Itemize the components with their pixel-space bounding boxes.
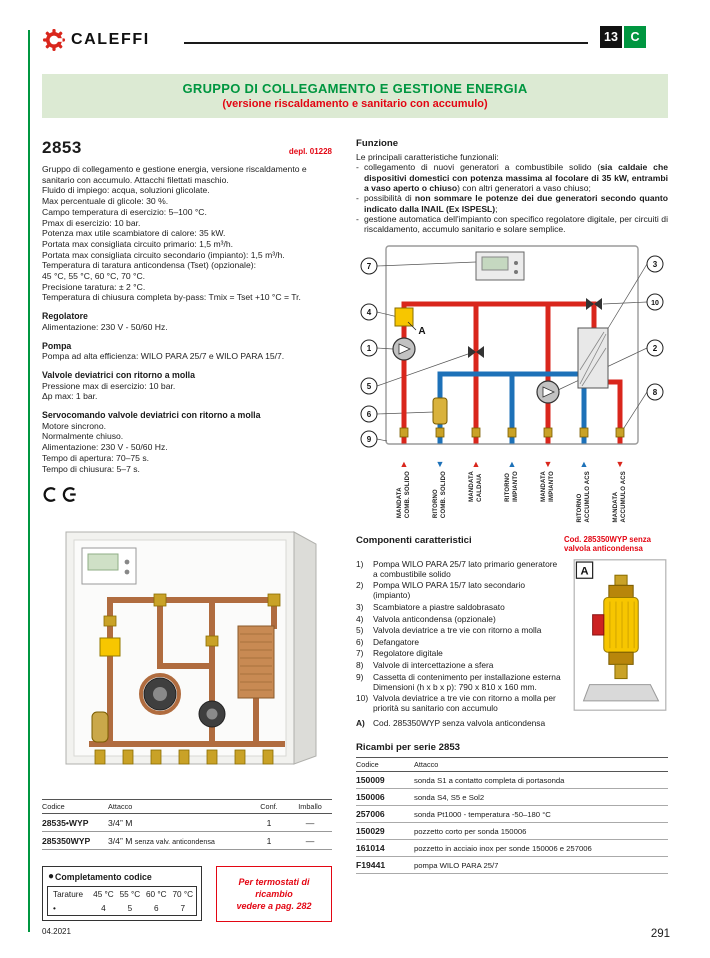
componenti-item: 7) Regolatore digitale xyxy=(356,648,443,659)
bullet-dash: - xyxy=(356,213,359,224)
completamento-codice-box xyxy=(42,866,202,921)
order-table xyxy=(42,799,332,850)
brand-name: CALEFFI xyxy=(71,31,150,48)
componenti-item: 6) Defangatore xyxy=(356,636,420,647)
page-subtitle: (versione riscaldamento e sanitario con accumulo) xyxy=(222,98,488,110)
ricambi-row: 257006 sonda Pt1000 - temperatura -50–180 °C xyxy=(356,806,668,823)
spec-line: Alimentazione: 230 V - 50/60 Hz. xyxy=(42,442,168,453)
order-col-attacco: Attacco xyxy=(108,800,250,814)
ricambi-row: 150029 pozzetto corto per sonda 150006 xyxy=(356,823,668,840)
svg-text:2: 2 xyxy=(652,344,658,354)
footer-date: 04.2021 xyxy=(42,927,71,936)
anticondensation-valve xyxy=(100,638,120,656)
section-title: Regolatore xyxy=(42,311,88,322)
spec-line: 45 °C, 55 °C, 60 °C, 70 °C. xyxy=(42,271,146,282)
flow-arrow-icon: ▲ xyxy=(507,459,517,470)
section-valvole xyxy=(42,370,332,402)
svg-text:8: 8 xyxy=(652,388,658,398)
spec-line: Pmax di esercizio: 10 bar. xyxy=(42,217,141,228)
spec-line: Δp max: 1 bar. xyxy=(42,391,98,402)
svg-text:4: 4 xyxy=(366,308,372,318)
flow-arrow-icon: ▼ xyxy=(543,459,553,470)
order-col-codice: Codice xyxy=(42,800,108,814)
caleffi-gear-icon xyxy=(42,28,66,52)
ricambi-col-codice: Codice xyxy=(356,758,414,772)
order-attacco: 3/4” M xyxy=(108,817,133,828)
order-conf: 1 xyxy=(250,814,288,832)
order-code: 285350WYP xyxy=(42,832,108,850)
section-regolatore xyxy=(42,311,332,332)
port: ▲ MANDATA COMB. SOLIDO xyxy=(397,459,411,519)
ricambi-row: 161014 pozzetto in acciaio inox per sonde 150006 e 257006 xyxy=(356,840,668,857)
spec-line: Portata max consigliata circuito primario: 1,5 m³/h. xyxy=(42,238,234,249)
svg-text:9: 9 xyxy=(366,435,372,445)
spec-line: Potenza max utile scambiatore di calore: 35 kW. xyxy=(42,228,226,239)
right-column xyxy=(356,138,668,874)
bullet-icon: ● xyxy=(48,871,55,883)
digit-row: • 4 5 6 7 xyxy=(53,903,186,913)
spec-line: Campo temperatura di esercizio: 5–100 °C. xyxy=(42,206,207,217)
componenti-item-a: A) Cod. 285350WYP senza valvola anticondensa xyxy=(356,718,546,729)
left-column xyxy=(42,138,332,922)
componenti-title: Componenti caratteristici xyxy=(356,535,472,546)
thermostat-note-line: Per termostati di ricambio xyxy=(238,877,310,900)
valve-a-marker: A xyxy=(418,326,426,338)
technical-specs xyxy=(42,185,332,303)
order-code: 28535•WYP xyxy=(42,814,108,832)
order-conf: 1 xyxy=(250,832,288,850)
valve-body xyxy=(604,597,638,652)
componenti-item: 10) Valvola deviatrice a tre vie con ritorno a molla per priorità su sanitario con accumulo xyxy=(356,693,556,714)
port: ▼ MANDATA ACCUMULO ACS xyxy=(613,459,627,523)
flow-arrow-icon: ▼ xyxy=(435,459,445,470)
svg-text:1: 1 xyxy=(366,344,372,354)
ricambi-row: 150006 sonda S4, S5 e Sol2 xyxy=(356,789,668,806)
depl-reference: depl. 01228 xyxy=(288,147,332,156)
port: ▲ RITORNO ACCUMULO ACS xyxy=(577,459,591,523)
caleffi-logo xyxy=(42,28,150,52)
valve-a-label: A xyxy=(580,565,589,578)
order-row xyxy=(42,832,332,850)
spec-line: Motore sincrono. xyxy=(42,420,107,431)
series-number: 2853 xyxy=(42,138,82,157)
componenti-list xyxy=(356,559,562,730)
valve-a-figure xyxy=(572,559,668,730)
bullet-dash: - xyxy=(356,162,359,173)
spec-line: Temperatura di chiusura completa by-pass: Tmix = Tset +10 °C = Tr. xyxy=(42,292,301,303)
svg-text:5: 5 xyxy=(366,382,372,392)
componenti-item: 8) Valvole di intercettazione a sfera xyxy=(356,659,494,670)
spec-line: Tempo di apertura: 70–75 s. xyxy=(42,452,150,463)
funzione-title: Funzione xyxy=(356,138,399,149)
flow-arrow-icon: ▲ xyxy=(399,459,409,470)
ricambi-col-attacco: Attacco xyxy=(414,758,668,772)
ricambi-title: Ricambi per serie 2853 xyxy=(356,742,460,753)
completamento-title: ● Completamento codice xyxy=(48,871,152,883)
chapter-badges xyxy=(600,26,646,48)
spec-line: Temperatura di taratura anticondensa (Tset) (opzionale): xyxy=(42,260,256,271)
svg-text:3: 3 xyxy=(652,260,658,270)
heat-exchanger xyxy=(238,626,274,698)
spec-line: Max percentuale di glicole: 30 %. xyxy=(42,196,169,207)
spec-line: Normalmente chiuso. xyxy=(42,431,124,442)
thermostat-note-line: vedere a pag. 282 xyxy=(236,901,312,912)
section-title: Valvole deviatrici con ritorno a molla xyxy=(42,369,196,380)
componenti-item: 5) Valvola deviatrice a tre vie con ritorno a molla xyxy=(356,625,542,636)
ce-mark-icon xyxy=(42,486,332,508)
ricambi-row: 150009 sonda S1 a contatto completa di portasonda xyxy=(356,772,668,789)
tarature-row: Tarature 45 °C 55 °C 60 °C 70 °C xyxy=(53,889,194,899)
section-title: Pompa xyxy=(42,340,72,351)
hydraulic-schematic xyxy=(356,242,668,523)
bottom-boxes xyxy=(42,866,332,922)
order-imballo: — xyxy=(288,814,332,832)
order-col-conf: Conf. xyxy=(250,800,288,814)
spec-line: Fluido di impiego: acqua, soluzioni glicolate. xyxy=(42,185,210,196)
flow-arrow-icon: ▼ xyxy=(615,459,625,470)
componenti-item: 4) Valvola anticondensa (opzionale) xyxy=(356,613,496,624)
product-photo xyxy=(42,516,332,789)
spec-line: Pressione max di esercizio: 10 bar. xyxy=(42,380,176,391)
port: ▲ RITORNO IMPIANTO xyxy=(505,459,519,503)
bullet-dash: - xyxy=(356,193,359,204)
green-left-rule xyxy=(28,30,30,932)
chapter-letter-badge: C xyxy=(624,26,646,48)
componenti-item: 2) Pompa WILO PARA 15/7 lato secondario (impianto) xyxy=(356,580,526,601)
flow-arrow-icon: ▲ xyxy=(471,459,481,470)
dirt-separator xyxy=(92,712,108,742)
section-title: Servocomando valvole deviatrici con ritorno a molla xyxy=(42,410,261,421)
funzione-lead: Le principali caratteristiche funzionali: xyxy=(356,152,499,162)
svg-text:7: 7 xyxy=(366,262,372,272)
product-intro: Gruppo di collegamento e gestione energia, versione riscaldamento e sanitario con accumulo. Attacchi filettati maschio. xyxy=(42,164,307,185)
page-title: GRUPPO DI COLLEGAMENTO E GESTIONE ENERGIA xyxy=(182,81,528,96)
order-col-imballo: Imballo xyxy=(288,800,332,814)
funzione-bullet: - gestione automatica dell'impianto con specifico regolatore digitale, per circuiti di riscaldamento, accumulo sanitario e solare semplice. xyxy=(356,213,668,235)
spec-line: Precisione taratura: ± 2 °C. xyxy=(42,281,146,292)
cod-note: Cod. 285350WYP senza valvola anticondensa xyxy=(564,535,651,554)
order-attacco: 3/4” M xyxy=(108,835,133,846)
funzione-bullet: - collegamento di nuovi generatori a combustibile solido (sia caldaie che dispositivi domestici con potenza massima al focolare di 35 kW, entrambi a vaso aperto o chiuso) con altri generatori a vaso chiuso; xyxy=(356,162,668,193)
port: ▼ RITORNO COMB. SOLIDO xyxy=(433,459,447,519)
chapter-number-badge: 13 xyxy=(600,26,622,48)
componenti-item: 1) Pompa WILO PARA 25/7 lato primario generatore a combustibile solido xyxy=(356,558,558,579)
componenti-body xyxy=(356,559,668,730)
ricambi-header-row xyxy=(356,758,668,772)
series-row xyxy=(42,138,332,158)
section-pompa xyxy=(42,341,332,362)
funzione-bullet: - possibilità di non sommare le potenze dei due generatori secondo quanto indicato dalla INAIL (Ex ISPESL); xyxy=(356,193,669,214)
spec-line: Alimentazione: 230 V - 50/60 Hz. xyxy=(42,321,168,332)
flow-arrow-icon: ▲ xyxy=(579,459,589,470)
ricambi-table xyxy=(356,757,668,874)
section-servocomando xyxy=(42,410,332,474)
title-banner xyxy=(42,74,668,118)
dirt-separator xyxy=(433,398,447,424)
page-header xyxy=(42,26,668,54)
componenti-item: 3) Scambiatore a piastre saldobrasato xyxy=(356,601,505,612)
ricambi-row: F19441 pompa WILO PARA 25/7 xyxy=(356,857,668,874)
svg-text:10: 10 xyxy=(651,300,659,308)
componenti-item: 9) Cassetta di contenimento per installazione esterna Dimensioni (h x b x p): 790 x 810 x 160 mm. xyxy=(356,671,561,692)
footer-page-number: 291 xyxy=(650,928,670,940)
spec-line: Pompa ad alta efficienza: WILO PARA 25/7 e WILO PARA 15/7. xyxy=(42,351,285,362)
anticondensation-valve xyxy=(395,308,413,326)
order-row xyxy=(42,814,332,832)
thermostat-note-box xyxy=(216,866,332,922)
connection-ports xyxy=(386,459,638,523)
componenti-header xyxy=(356,535,668,554)
spec-line: Portata max consigliata circuito secondario (impianto): 1,5 m³/h. xyxy=(42,249,285,260)
spec-line: Tempo di chiusura: 5–7 s. xyxy=(42,463,140,474)
port: ▲ MANDATA CALDAIA xyxy=(469,459,483,503)
port: ▼ MANDATA IMPIANTO xyxy=(541,459,555,503)
svg-text:6: 6 xyxy=(366,410,372,420)
order-note: senza valv. anticondensa xyxy=(134,836,215,846)
order-header-row xyxy=(42,800,332,814)
order-imballo: — xyxy=(288,832,332,850)
header-rule xyxy=(184,42,588,44)
completamento-table xyxy=(47,886,197,916)
